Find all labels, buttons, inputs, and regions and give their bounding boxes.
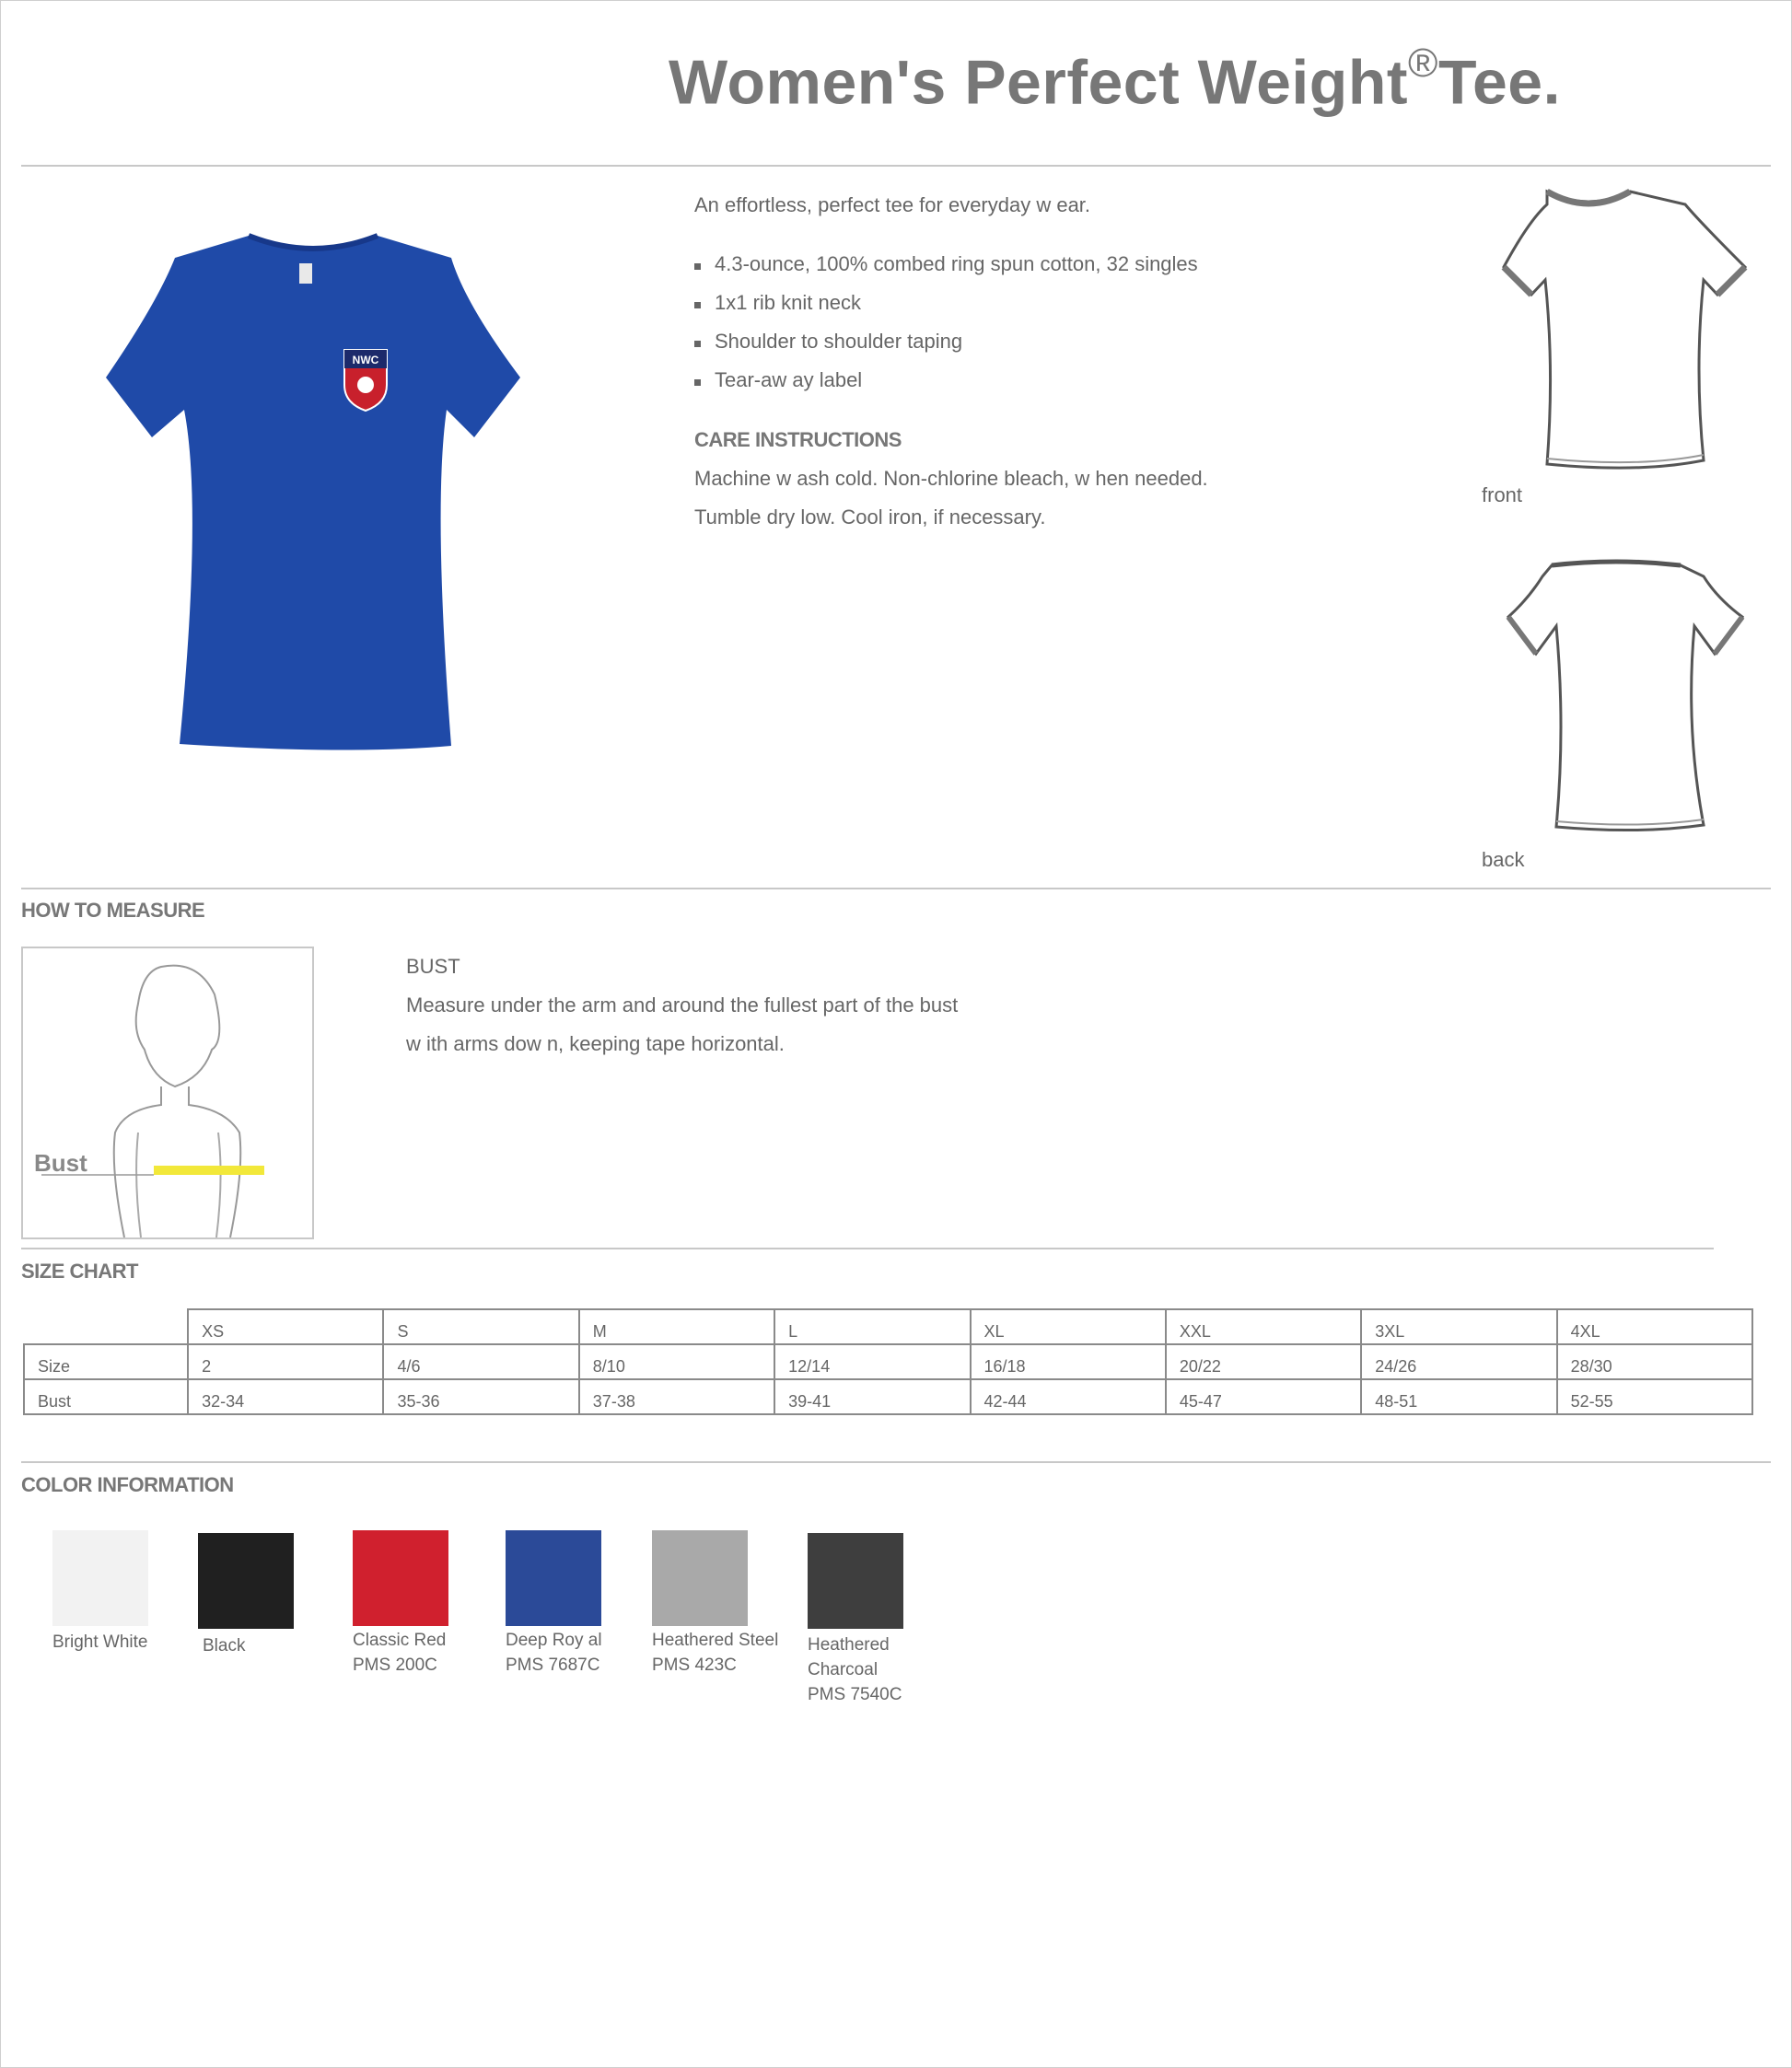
table-cell: 42-44 bbox=[971, 1379, 1166, 1414]
color-swatch-heathered-charcoal bbox=[808, 1533, 903, 1629]
shirt-body bbox=[106, 236, 520, 750]
color-name bbox=[652, 1628, 778, 1678]
color-pms: PMS 7687C bbox=[506, 1656, 600, 1675]
color-swatch-classic-red bbox=[353, 1530, 448, 1626]
divider bbox=[21, 1248, 1714, 1249]
table-cell: 24/26 bbox=[1361, 1344, 1556, 1379]
table-cell bbox=[24, 1309, 188, 1344]
table-row bbox=[24, 1379, 1752, 1414]
product-photo bbox=[101, 230, 525, 755]
table-cell: 2 bbox=[188, 1344, 383, 1379]
care-line: Machine w ash cold. Non-chlorine bleach, w hen needed. bbox=[694, 467, 1208, 490]
color-name: Bright White bbox=[52, 1632, 148, 1652]
back-label: back bbox=[1482, 848, 1525, 871]
color-name-line: Heathered bbox=[808, 1635, 890, 1655]
table-header: M bbox=[579, 1309, 774, 1344]
table-header: XS bbox=[188, 1309, 383, 1344]
table-header: 3XL bbox=[1361, 1309, 1556, 1344]
measure-instruction: w ith arms dow n, keeping tape horizontal. bbox=[406, 1032, 785, 1055]
color-heading: COLOR INFORMATION bbox=[21, 1473, 234, 1496]
measure-diagram bbox=[21, 947, 314, 1239]
color-swatch-bright-white bbox=[52, 1530, 148, 1626]
table-cell: 28/30 bbox=[1557, 1344, 1752, 1379]
table-header: 4XL bbox=[1557, 1309, 1752, 1344]
color-pms: PMS 200C bbox=[353, 1656, 437, 1675]
color-name bbox=[506, 1628, 602, 1678]
title-suffix: Tee. bbox=[1437, 47, 1561, 118]
feature-item: Tear-aw ay label bbox=[694, 368, 1198, 407]
color-name-line: Deep Roy al bbox=[506, 1631, 602, 1650]
logo-text: NWC bbox=[352, 354, 379, 366]
row-label: Size bbox=[24, 1344, 188, 1379]
registered-mark: ® bbox=[1408, 41, 1438, 86]
row-label: Bust bbox=[24, 1379, 188, 1414]
color-name bbox=[808, 1632, 902, 1707]
size-chart-table bbox=[23, 1308, 1753, 1415]
divider bbox=[21, 888, 1771, 889]
feature-item: Shoulder to shoulder taping bbox=[694, 330, 1198, 368]
table-cell: 37-38 bbox=[579, 1379, 774, 1414]
divider bbox=[21, 165, 1771, 167]
color-pms: PMS 7540C bbox=[808, 1685, 902, 1704]
front-sketch bbox=[1501, 184, 1750, 479]
table-header: XL bbox=[971, 1309, 1166, 1344]
table-cell: 32-34 bbox=[188, 1379, 383, 1414]
front-label: front bbox=[1482, 483, 1523, 506]
table-row bbox=[24, 1344, 1752, 1379]
title-text: Women's Perfect Weight bbox=[669, 47, 1409, 118]
feature-list bbox=[694, 252, 1198, 407]
table-cell: 4/6 bbox=[383, 1344, 578, 1379]
table-row bbox=[24, 1309, 1752, 1344]
team-logo bbox=[344, 350, 387, 411]
color-swatch-heathered-steel bbox=[652, 1530, 748, 1626]
table-header: S bbox=[383, 1309, 578, 1344]
color-name-line: Charcoal bbox=[808, 1660, 879, 1679]
page-title bbox=[669, 41, 1561, 119]
color-name: Black bbox=[203, 1636, 246, 1656]
feature-item: 4.3-ounce, 100% combed ring spun cotton, 32 singles bbox=[694, 252, 1198, 291]
care-line: Tumble dry low. Cool iron, if necessary. bbox=[694, 505, 1046, 529]
product-description: An effortless, perfect tee for everyday w ear. bbox=[694, 193, 1091, 216]
bust-label: Bust bbox=[34, 1149, 87, 1177]
table-cell: 45-47 bbox=[1166, 1379, 1361, 1414]
color-name-line: Heathered Steel bbox=[652, 1631, 779, 1650]
color-swatch-black bbox=[198, 1533, 294, 1629]
color-pms: PMS 423C bbox=[652, 1656, 737, 1675]
measure-instruction: Measure under the arm and around the fullest part of the bust bbox=[406, 993, 959, 1017]
table-cell: 48-51 bbox=[1361, 1379, 1556, 1414]
table-cell: 20/22 bbox=[1166, 1344, 1361, 1379]
measure-heading: HOW TO MEASURE bbox=[21, 899, 205, 922]
table-cell: 12/14 bbox=[774, 1344, 970, 1379]
table-cell: 16/18 bbox=[971, 1344, 1166, 1379]
table-cell: 52-55 bbox=[1557, 1379, 1752, 1414]
table-cell: 35-36 bbox=[383, 1379, 578, 1414]
divider bbox=[21, 1461, 1771, 1463]
table-header: XXL bbox=[1166, 1309, 1361, 1344]
care-heading: CARE INSTRUCTIONS bbox=[694, 428, 902, 451]
color-name bbox=[353, 1628, 446, 1678]
size-chart-heading: SIZE CHART bbox=[21, 1260, 138, 1283]
color-swatch-deep-royal bbox=[506, 1530, 601, 1626]
measure-subheading: BUST bbox=[406, 955, 460, 978]
table-cell: 39-41 bbox=[774, 1379, 970, 1414]
table-header: L bbox=[774, 1309, 970, 1344]
back-sketch bbox=[1501, 552, 1750, 838]
table-cell: 8/10 bbox=[579, 1344, 774, 1379]
feature-item: 1x1 rib knit neck bbox=[694, 291, 1198, 330]
color-name-line: Classic Red bbox=[353, 1631, 447, 1650]
